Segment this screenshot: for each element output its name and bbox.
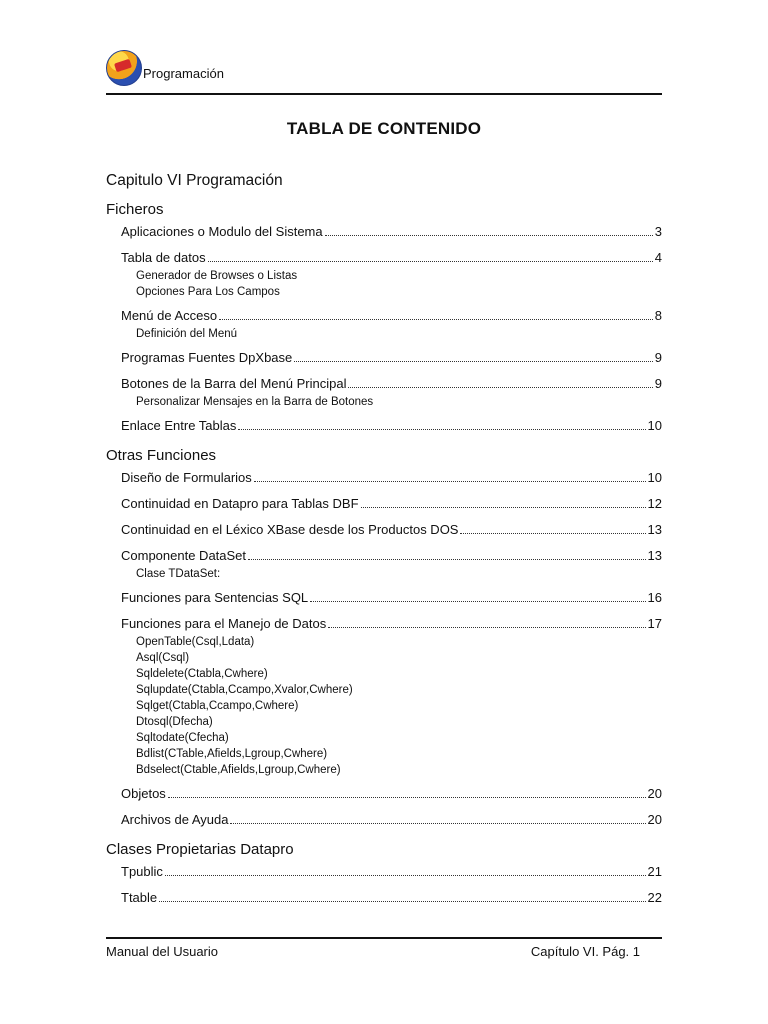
toc-entry-page: 12 xyxy=(647,496,662,511)
toc-subentry[interactable]: Sqlupdate(Ctabla,Ccampo,Xvalor,Cwhere) xyxy=(136,684,353,696)
toc-entry-label: Botones de la Barra del Menú Principal xyxy=(121,376,347,391)
toc-entry xyxy=(121,590,662,608)
toc-entry xyxy=(121,224,662,242)
dot-leader xyxy=(254,470,646,482)
toc-entry-row[interactable] xyxy=(121,418,662,436)
toc-entry-page: 4 xyxy=(654,250,662,265)
toc-entry-label: Menú de Acceso xyxy=(121,308,218,323)
toc-entry xyxy=(121,350,662,368)
toc-entry-page: 3 xyxy=(654,224,662,239)
dot-leader xyxy=(248,548,646,560)
toc-subentry[interactable]: Opciones Para Los Campos xyxy=(136,286,280,298)
toc-entry-page: 20 xyxy=(647,812,662,827)
section-heading: Clases Propietarias Datapro xyxy=(106,841,294,858)
dot-leader xyxy=(159,890,645,902)
toc-entry-label: Enlace Entre Tablas xyxy=(121,418,237,433)
dot-leader xyxy=(219,308,653,320)
toc-subentry[interactable]: Generador de Browses o Listas xyxy=(136,270,298,282)
toc-subentry[interactable]: Bdlist(CTable,Afields,Lgroup,Cwhere) xyxy=(136,748,328,760)
toc-entry-row[interactable] xyxy=(121,308,662,326)
toc-entry-label: Ttable xyxy=(121,890,158,905)
header-title: Programación xyxy=(143,66,224,81)
toc-entry-page: 20 xyxy=(647,786,662,801)
header-divider xyxy=(106,93,662,95)
dot-leader xyxy=(165,864,646,876)
toc-subentry[interactable]: Dtosql(Dfecha) xyxy=(136,716,213,728)
toc-subentry[interactable]: Clase TDataSet: xyxy=(136,568,221,580)
page-title: TABLA DE CONTENIDO xyxy=(286,119,482,138)
toc-subentry[interactable]: Definición del Menú xyxy=(136,328,238,340)
toc-entry-label: Archivos de Ayuda xyxy=(121,812,229,827)
toc-entry-row[interactable] xyxy=(121,590,662,608)
toc-entry-row[interactable] xyxy=(121,616,662,634)
toc-entry-row[interactable] xyxy=(121,548,662,566)
toc-entry-row[interactable] xyxy=(121,470,662,488)
footer-left: Manual del Usuario xyxy=(106,944,219,959)
toc-entry-row[interactable] xyxy=(121,786,662,804)
toc-entry xyxy=(121,548,662,582)
toc-entry-page: 9 xyxy=(654,376,662,391)
section-heading: Ficheros xyxy=(106,201,164,218)
toc-subentry[interactable]: Sqltodate(Cfecha) xyxy=(136,732,229,744)
dot-leader xyxy=(460,522,645,534)
toc-entry-page: 8 xyxy=(654,308,662,323)
toc-entry-label: Objetos xyxy=(121,786,166,801)
dot-leader xyxy=(361,496,646,508)
toc-entry-page: 10 xyxy=(647,470,662,485)
toc-entry xyxy=(121,496,662,514)
toc-entry-page: 21 xyxy=(647,864,662,879)
footer-divider xyxy=(106,937,662,939)
dot-leader xyxy=(238,418,645,430)
footer-page-number: Capítulo VI. Pág. 1 xyxy=(530,944,640,959)
dot-leader xyxy=(208,250,653,262)
toc-entry-row[interactable] xyxy=(121,224,662,242)
toc-entry-label: Tabla de datos xyxy=(121,250,206,265)
dot-leader xyxy=(348,376,652,388)
toc-entry-page: 10 xyxy=(647,418,662,433)
toc-entry-row[interactable] xyxy=(121,250,662,268)
toc-entry-row[interactable] xyxy=(121,350,662,368)
toc-entry-row[interactable] xyxy=(121,376,662,394)
toc-entry-row[interactable] xyxy=(121,522,662,540)
toc-entry-label: Continuidad en el Léxico XBase desde los Productos DOS xyxy=(121,522,459,537)
table-of-contents xyxy=(106,168,662,916)
toc-entry-label: Diseño de Formularios xyxy=(121,470,252,485)
toc-entry-label: Funciones para el Manejo de Datos xyxy=(121,616,327,631)
toc-entry-row[interactable] xyxy=(121,890,662,908)
toc-entry xyxy=(121,522,662,540)
dot-leader xyxy=(230,812,645,824)
toc-subentry[interactable]: Sqlget(Ctabla,Ccampo,Cwhere) xyxy=(136,700,299,712)
toc-entry-page: 16 xyxy=(647,590,662,605)
toc-entry xyxy=(121,250,662,300)
toc-entry-row[interactable] xyxy=(121,864,662,882)
toc-entry xyxy=(121,864,662,882)
logo-icon xyxy=(106,50,142,86)
dot-leader xyxy=(294,350,653,362)
toc-entry-label: Programas Fuentes DpXbase xyxy=(121,350,293,365)
toc-entry-page: 13 xyxy=(647,522,662,537)
toc-entry-label: Aplicaciones o Modulo del Sistema xyxy=(121,224,323,239)
toc-entry-label: Tpublic xyxy=(121,864,163,879)
toc-subentry[interactable]: OpenTable(Csql,Ldata) xyxy=(136,636,255,648)
toc-subentry[interactable]: Bdselect(Ctable,Afields,Lgroup,Cwhere) xyxy=(136,764,341,776)
dot-leader xyxy=(168,786,646,798)
page-header xyxy=(106,46,662,96)
chapter-heading: Capitulo VI Programación xyxy=(106,172,283,189)
toc-entry xyxy=(121,308,662,342)
dot-leader xyxy=(328,616,645,628)
toc-entry-page: 13 xyxy=(647,548,662,563)
toc-entry xyxy=(121,812,662,830)
toc-entry xyxy=(121,616,662,778)
toc-subentry[interactable]: Sqldelete(Ctabla,Cwhere) xyxy=(136,668,268,680)
toc-subentry[interactable]: Personalizar Mensajes en la Barra de Botones xyxy=(136,396,374,408)
toc-entry-label: Funciones para Sentencias SQL xyxy=(121,590,309,605)
toc-entry xyxy=(121,786,662,804)
section-heading: Otras Funciones xyxy=(106,447,217,464)
toc-entry xyxy=(121,376,662,410)
toc-subentry[interactable]: Asql(Csql) xyxy=(136,652,190,664)
toc-entry xyxy=(121,418,662,436)
toc-entry xyxy=(121,470,662,488)
dot-leader xyxy=(310,590,645,602)
toc-entry xyxy=(121,890,662,908)
toc-entry-row[interactable] xyxy=(121,812,662,830)
dot-leader xyxy=(325,224,653,236)
toc-entry-page: 9 xyxy=(654,350,662,365)
toc-entry-label: Componente DataSet xyxy=(121,548,247,563)
toc-entry-page: 22 xyxy=(647,890,662,905)
toc-entry-row[interactable] xyxy=(121,496,662,514)
toc-entry-page: 17 xyxy=(647,616,662,631)
toc-entry-label: Continuidad en Datapro para Tablas DBF xyxy=(121,496,359,511)
